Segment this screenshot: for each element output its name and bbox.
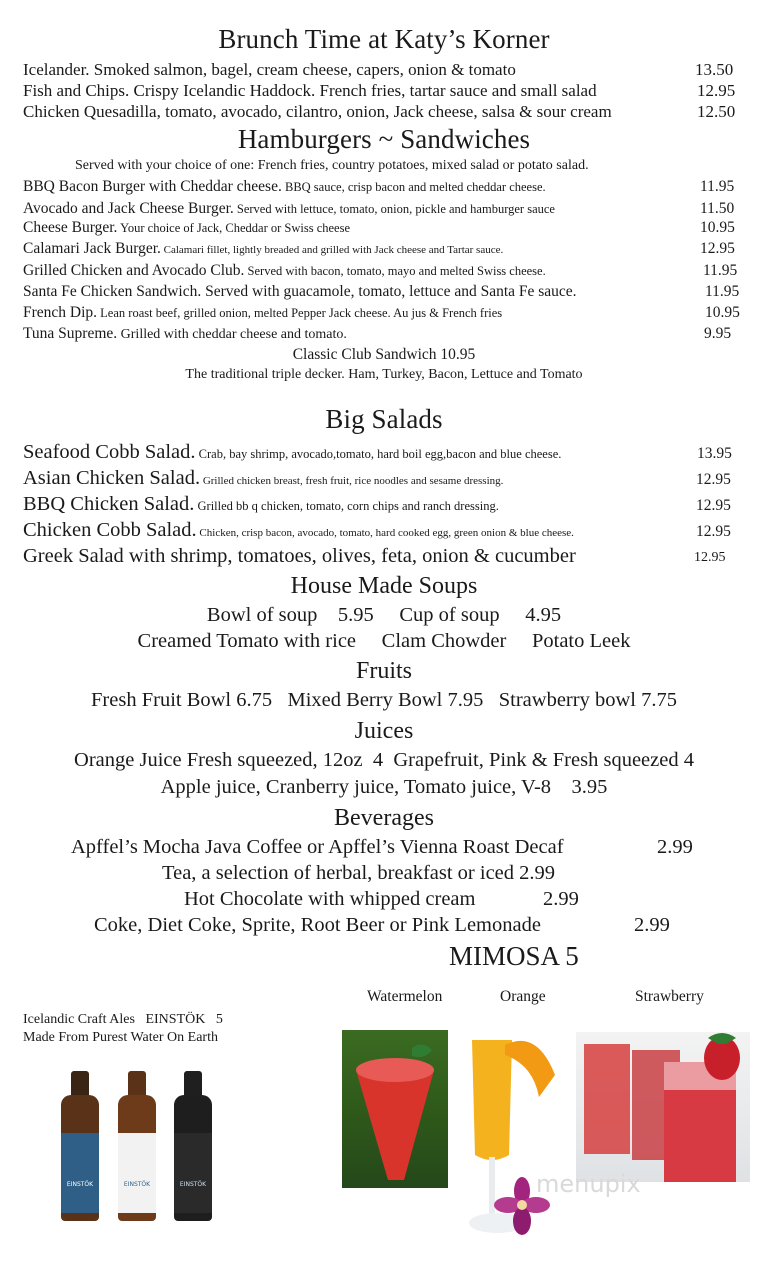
item-desc: Crab, bay shrimp, avocado,tomato, hard boil egg,bacon and blue cheese. — [195, 447, 562, 461]
item-name: French Dip. — [23, 304, 98, 321]
classic-club-title: Classic Club Sandwich 10.95 — [292, 346, 476, 363]
mimosa-flavor-watermelon: Watermelon — [367, 988, 443, 1005]
beverage-item: Apffel’s Mocha Java Coffee or Apffel’s Vienna Roast Decaf — [71, 836, 564, 858]
item-desc: Served with guacamole, tomato, lettuce and Santa Fe sauce. — [201, 283, 577, 300]
fruits-title: Fruits — [355, 658, 412, 684]
item-name: Cheese Burger. — [23, 219, 118, 236]
item-desc: Calamari fillet, lightly breaded and grilled with Jack cheese and Tartar sauce. — [160, 244, 504, 256]
item-desc: BBQ sauce, crisp bacon and melted cheddar cheese. — [281, 180, 546, 194]
beverages-title: Beverages — [334, 805, 434, 831]
item-price: 11.95 — [705, 283, 740, 300]
item-name: Seafood Cobb Salad. — [23, 441, 196, 463]
brunch-item: Chicken Quesadilla, tomato, avocado, cilantro, onion, Jack cheese, salsa & sour cream — [23, 102, 612, 121]
item-price: 11.95 — [700, 178, 735, 195]
item-price: 12.95 — [696, 497, 731, 514]
item-desc: Grilled with cheddar cheese and tomato. — [117, 327, 347, 342]
menu-item — [23, 283, 577, 301]
hamburgers-subtitle: Served with your choice of one: French fries, country potatoes, mixed salad or potato salad. — [75, 158, 589, 173]
brunch-item: Fish and Chips. Crispy Icelandic Haddock. French fries, tartar sauce and small salad — [23, 81, 597, 100]
menu-item — [23, 545, 576, 568]
menu-item — [23, 493, 499, 516]
beverage-price: 2.99 — [634, 914, 670, 936]
hamburgers-title: Hamburgers ~ Sandwiches — [237, 124, 531, 154]
item-name: BBQ Bacon Burger with Cheddar cheese. — [23, 178, 282, 195]
beverage-name: Tea, a selection of herbal, breakfast or iced — [162, 862, 515, 884]
soups-prices: Bowl of soup 5.95 Cup of soup 4.95 — [206, 604, 562, 626]
soups-varieties: Creamed Tomato with rice Clam Chowder Potato Leek — [137, 630, 631, 652]
item-name: Avocado and Jack Cheese Burger. — [23, 200, 234, 217]
item-desc: Your choice of Jack, Cheddar or Swiss cheese — [117, 221, 351, 235]
soups-title: House Made Soups — [290, 573, 478, 599]
menu-item — [23, 467, 503, 490]
menu-item — [23, 200, 555, 218]
item-name: Grilled Chicken and Avocado Club. — [23, 262, 245, 279]
beer-line-2: Made From Purest Water On Earth — [23, 1030, 218, 1045]
mimosa-flavor-strawberry: Strawberry — [635, 988, 704, 1005]
menu-item — [23, 519, 574, 542]
beverage-item: Hot Chocolate with whipped cream — [184, 888, 476, 910]
juices-line-2: Apple juice, Cranberry juice, Tomato juice, V-8 3.95 — [160, 776, 608, 798]
mimosa-flavor-orange: Orange — [500, 988, 546, 1005]
item-desc: Chicken, crisp bacon, avocado, tomato, hard cooked egg, green onion & blue cheese. — [196, 527, 574, 539]
menu-item — [23, 219, 350, 237]
item-price: 12.95 — [700, 240, 735, 257]
item-price: 12.95 — [696, 471, 731, 488]
brunch-price: 13.50 — [695, 60, 734, 79]
item-name: Greek Salad with shrimp, tomatoes, olives, feta, onion & cucumber — [23, 545, 576, 567]
white-ale-bottle: EINSTÖK — [118, 1095, 156, 1221]
beverage-price: 2.99 — [519, 862, 556, 884]
menu-item — [23, 178, 546, 196]
menu-item — [23, 441, 561, 464]
orange-mimosa-photo — [467, 1035, 557, 1245]
beverage-price: 2.99 — [657, 836, 693, 858]
salads-title: Big Salads — [325, 404, 443, 434]
brunch-item: Icelander. Smoked salmon, bagel, cream cheese, capers, onion & tomato — [23, 60, 516, 79]
item-price: 12.95 — [694, 550, 726, 565]
porter-bottle: EINSTÖK — [174, 1095, 212, 1221]
watermelon-mimosa-photo — [342, 1030, 448, 1188]
item-price: 10.95 — [700, 219, 735, 236]
item-name: Calamari Jack Burger. — [23, 240, 161, 257]
item-name: Chicken Cobb Salad. — [23, 519, 197, 541]
classic-club-desc: The traditional triple decker. Ham, Turkey, Bacon, Lettuce and Tomato — [185, 367, 583, 382]
menu-item — [23, 262, 546, 280]
item-price: 10.95 — [705, 304, 740, 321]
juices-line-1: Orange Juice Fresh squeezed, 12oz 4 Grapefruit, Pink & Fresh squeezed 4 — [74, 749, 694, 771]
item-price: 11.95 — [703, 262, 738, 279]
watermark: menupix — [536, 1170, 641, 1198]
beverage-price: 2.99 — [543, 888, 579, 910]
menu-item — [23, 304, 502, 322]
fruits-line: Fresh Fruit Bowl 6.75 Mixed Berry Bowl 7.95 Strawberry bowl 7.75 — [91, 689, 677, 711]
item-price: 11.50 — [700, 200, 735, 217]
beverage-item — [162, 862, 555, 885]
beer-line-1: Icelandic Craft Ales EINSTÖK 5 — [23, 1012, 223, 1027]
item-name: Asian Chicken Salad. — [23, 467, 201, 489]
juices-title: Juices — [354, 718, 414, 744]
mimosa-title: MIMOSA 5 — [449, 941, 579, 971]
item-price: 12.95 — [696, 523, 731, 540]
brunch-price: 12.50 — [697, 102, 736, 121]
item-name: Santa Fe Chicken Sandwich. — [23, 283, 202, 300]
item-name: BBQ Chicken Salad. — [23, 493, 195, 515]
item-desc: Lean roast beef, grilled onion, melted Pepper Jack cheese. Au jus & French fries — [97, 306, 503, 320]
brunch-price: 12.95 — [697, 81, 736, 100]
item-price: 13.95 — [697, 445, 732, 462]
item-price: 9.95 — [704, 325, 732, 342]
item-desc: Grilled bb q chicken, tomato, corn chips and ranch dressing. — [194, 499, 499, 513]
brunch-title: Brunch Time at Katy’s Korner — [218, 24, 550, 54]
item-name: Tuna Supreme. — [23, 325, 118, 342]
strawberry-mimosa-photo — [576, 1032, 750, 1182]
beverage-item: Coke, Diet Coke, Sprite, Root Beer or Pink Lemonade — [94, 914, 541, 936]
item-desc: Served with lettuce, tomato, onion, pickle and hamburger sauce — [233, 202, 555, 216]
item-desc: Grilled chicken breast, fresh fruit, rice noodles and sesame dressing. — [200, 475, 504, 487]
menu-item — [23, 325, 347, 343]
item-desc: Served with bacon, tomato, mayo and melted Swiss cheese. — [244, 264, 546, 278]
menu-item — [23, 240, 503, 258]
pale-ale-bottle: EINSTÖK — [61, 1095, 99, 1221]
